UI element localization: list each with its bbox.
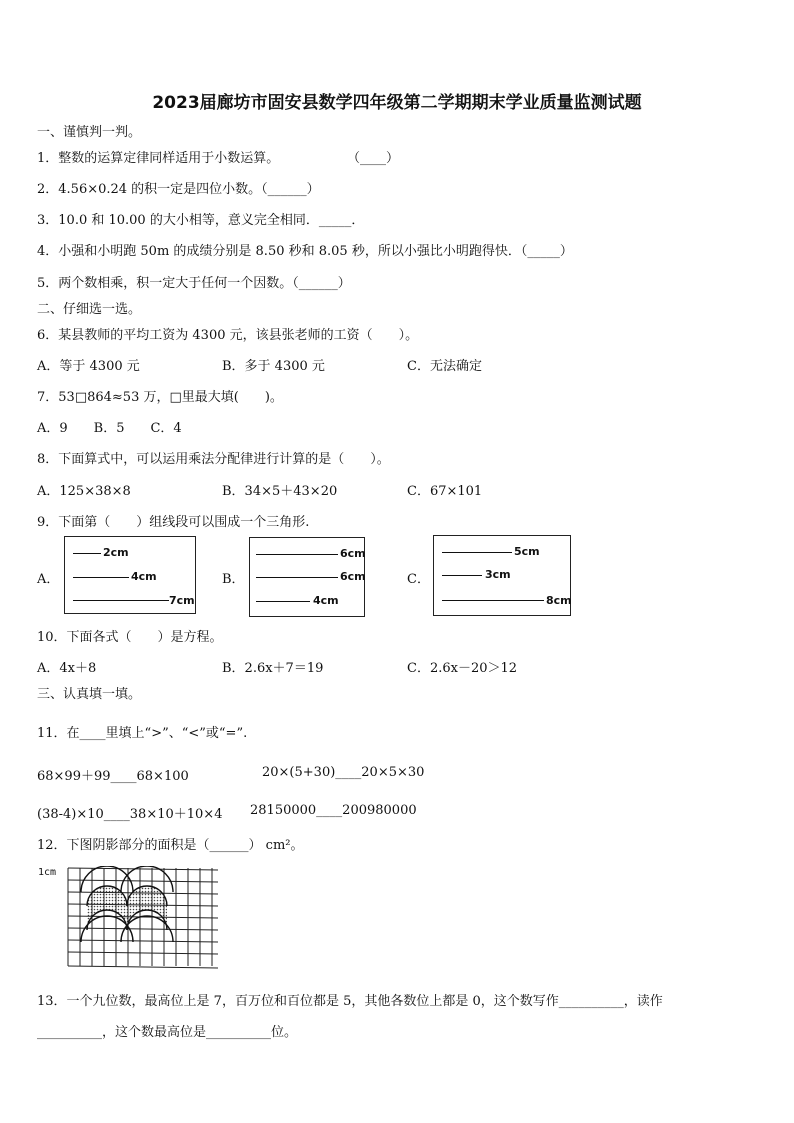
question-1-blank: （____） xyxy=(347,151,400,166)
question-4: 4．小强和小明跑 50m 的成绩分别是 8.50 秒和 8.05 秒，所以小强比小明跑得快．（_____） xyxy=(37,244,573,259)
segment-label: 7cm xyxy=(169,594,195,607)
question-9-option-c-label: C． xyxy=(407,572,430,587)
question-12: 12．下图阴影部分的面积是（______） cm²。 xyxy=(37,838,304,853)
question-8-option-a: A．125×38×8 xyxy=(37,484,131,499)
question-9-figure-a xyxy=(64,536,196,614)
question-13-line-1: 13．一个九位数，最高位上是 7，百万位和百位都是 5，其他各数位上都是 0，这个数写作__________，读作 xyxy=(37,994,663,1009)
question-11: 11．在____里填上“>”、“<”或“=”. xyxy=(37,726,248,741)
question-9-option-b-label: B． xyxy=(222,572,245,587)
grid-unit-label: 1cm xyxy=(38,867,57,878)
segment-line xyxy=(442,600,544,601)
section-heading-fill: 三、认真填一填。 xyxy=(37,687,142,702)
segment-line xyxy=(73,553,101,554)
segment-line xyxy=(256,601,310,602)
segment-line xyxy=(256,554,338,555)
question-6-option-b: B．多于 4300 元 xyxy=(222,359,325,374)
shaded-area-grid-figure xyxy=(66,866,220,970)
question-7: 7．53□864≈53 万，□里最大填( )。 xyxy=(37,390,283,405)
question-11-item-1: 68×99＋99____68×100 xyxy=(37,769,189,784)
question-1: 1．整数的运算定律同样适用于小数运算。 xyxy=(37,151,280,166)
segment-line xyxy=(73,577,129,578)
question-6: 6．某县教师的平均工资为 4300 元，该县张老师的工资（ ）。 xyxy=(37,328,419,343)
section-heading-choose: 二、仔细选一选。 xyxy=(37,302,142,317)
question-7-options: A．9 B．5 C．4 xyxy=(37,421,182,436)
question-10-option-c: C．2.6x－20＞12 xyxy=(407,661,518,676)
question-8-option-b: B．34×5＋43×20 xyxy=(222,484,338,499)
question-9-option-a-label: A． xyxy=(37,572,60,587)
segment-label: 6cm xyxy=(340,570,366,583)
question-2: 2．4.56×0.24 的积一定是四位小数。（______） xyxy=(37,182,320,197)
question-10-option-a: A．4x＋8 xyxy=(37,661,97,676)
question-9: 9．下面第（ ）组线段可以围成一个三角形. xyxy=(37,515,310,530)
segment-label: 2cm xyxy=(103,546,129,559)
question-9-figure-c xyxy=(433,535,571,616)
section-heading-judge: 一、谨慎判一判。 xyxy=(37,125,142,140)
segment-line xyxy=(442,575,482,576)
segment-line xyxy=(442,552,512,553)
segment-line xyxy=(256,577,338,578)
page-title: 2023届廊坊市固安县数学四年级第二学期期末学业质量监测试题 xyxy=(152,93,642,113)
question-6-option-a: A．等于 4300 元 xyxy=(37,359,140,374)
question-9-figure-b xyxy=(249,537,365,617)
question-13-line-2: __________，这个数最高位是__________位。 xyxy=(37,1025,298,1040)
question-10-option-b: B．2.6x＋7＝19 xyxy=(222,661,324,676)
question-6-option-c: C．无法确定 xyxy=(407,359,482,374)
segment-label: 5cm xyxy=(514,545,540,558)
question-10: 10．下面各式（ ）是方程。 xyxy=(37,630,223,645)
question-3: 3．10.0 和 10.00 的大小相等，意义完全相同．_____． xyxy=(37,213,365,228)
segment-label: 4cm xyxy=(131,570,157,583)
segment-label: 4cm xyxy=(313,594,339,607)
segment-label: 3cm xyxy=(485,568,511,581)
question-11-item-4: 28150000____200980000 xyxy=(250,803,417,818)
segment-line xyxy=(73,600,169,601)
question-8: 8．下面算式中，可以运用乘法分配律进行计算的是（ ）。 xyxy=(37,452,390,467)
segment-label: 8cm xyxy=(546,594,572,607)
question-11-item-3: (38-4)×10____38×10＋10×4 xyxy=(37,807,223,822)
question-11-item-2: 20×(5+30)____20×5×30 xyxy=(262,765,425,780)
question-8-option-c: C．67×101 xyxy=(407,484,483,499)
segment-label: 6cm xyxy=(340,547,366,560)
question-5: 5．两个数相乘，积一定大于任何一个因数。（______） xyxy=(37,276,351,291)
